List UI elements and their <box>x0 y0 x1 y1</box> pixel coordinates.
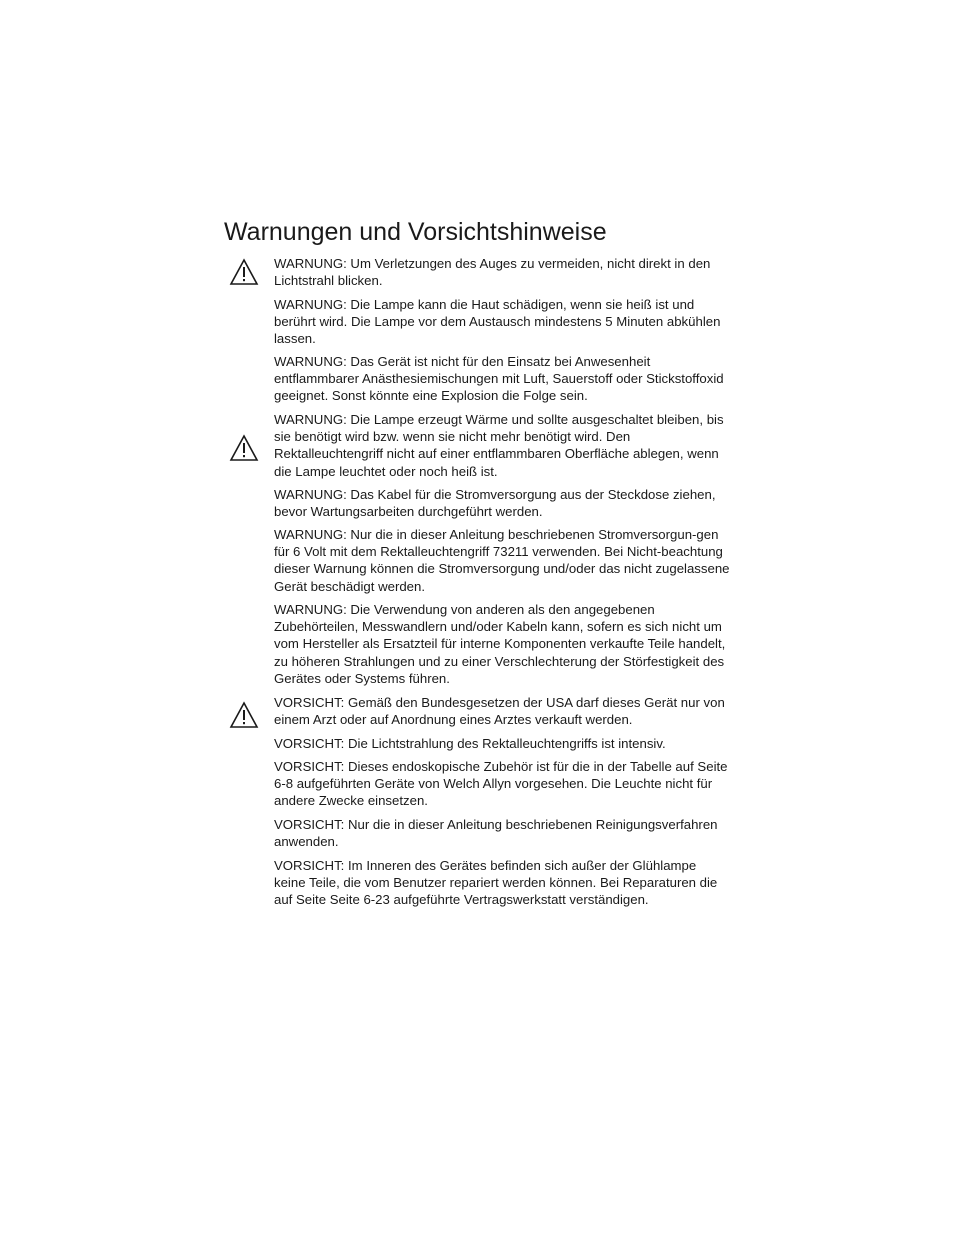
caution-paragraph: VORSICHT: Dieses endoskopische Zubehör ist für die in der Tabelle auf Seite 6-8 aufgeführten Geräte von Welch Allyn vorgesehen. Die Leuchte nicht für andere Zwecke einsetzen. <box>274 759 728 809</box>
caution-paragraph: VORSICHT: Im Inneren des Gerätes befinden sich außer der Glühlampe keine Teile, die vom Benutzer repariert werden können. Bei Reparaturen die auf Seite Seite 6-23 aufgeführte Vertragswerkstatt verständigen. <box>274 858 718 908</box>
warning-paragraph: WARNUNG: Die Verwendung von anderen als den angegebenen Zubehörteilen, Messwandlern und/oder Kabeln kann, sofern es sich nicht um vom Hersteller als Ersatzteil für interne Komponenten verkaufte Teile handelt, zu höheren Strahlungen und zu einer Verschlechterung der Störfestigkeit des Gerätes oder Systems führen. <box>274 602 726 686</box>
caution-paragraph: VORSICHT: Gemäß den Bundesgesetzen der USA darf dieses Gerät nur von einem Arzt oder auf Anordnung eines Arztes verkauft werden. <box>274 695 725 728</box>
caution-paragraph: VORSICHT: Die Lichtstrahlung des Rektalleuchtengriffs ist intensiv. <box>274 736 666 751</box>
warning-paragraph: WARNUNG: Nur die in dieser Anleitung beschriebenen Stromversorgun-gen für 6 Volt mit dem Rektalleuchtengriff 73211 verwenden. Bei Nicht-beachtung dieser Warnung können die Stromversorgung und/oder das nicht zugelassene Gerät beschädigt werden. <box>274 527 730 594</box>
caution-paragraph: VORSICHT: Nur die in dieser Anleitung beschriebenen Reinigungsverfahren anwenden. <box>274 817 718 850</box>
warning-triangle-icon <box>229 701 259 729</box>
warning-paragraph: WARNUNG: Die Lampe kann die Haut schädigen, wenn sie heiß ist und berührt wird. Die Lampe vor dem Austausch mindestens 5 Minuten abkühlen lassen. <box>274 297 721 347</box>
warning-triangle-icon <box>229 434 259 462</box>
warning-paragraph: WARNUNG: Um Verletzungen des Auges zu vermeiden, nicht direkt in den Lichtstrahl blicken. <box>274 256 711 289</box>
warning-paragraph: WARNUNG: Das Gerät ist nicht für den Einsatz bei Anwesenheit entflammbarer Anästhesiemischungen mit Luft, Sauerstoff oder Stickstoffoxid geeignet. Sonst könnte eine Explosion die Folge sein. <box>274 354 724 404</box>
warning-triangle-icon <box>229 258 259 286</box>
page-title: Warnungen und Vorsichtshinweise <box>224 218 607 246</box>
warning-paragraph: WARNUNG: Das Kabel für die Stromversorgung aus der Steckdose ziehen, bevor Wartungsarbeiten durchgeführt werden. <box>274 487 716 520</box>
warning-paragraph: WARNUNG: Die Lampe erzeugt Wärme und sollte ausgeschaltet bleiben, bis sie benötigt wird bzw. wenn sie nicht mehr benötigt wird. Den Rektalleuchtengriff nicht auf einer entflammbaren Oberfläche ablegen, wenn die Lampe leuchtet oder noch heiß ist. <box>274 412 724 479</box>
